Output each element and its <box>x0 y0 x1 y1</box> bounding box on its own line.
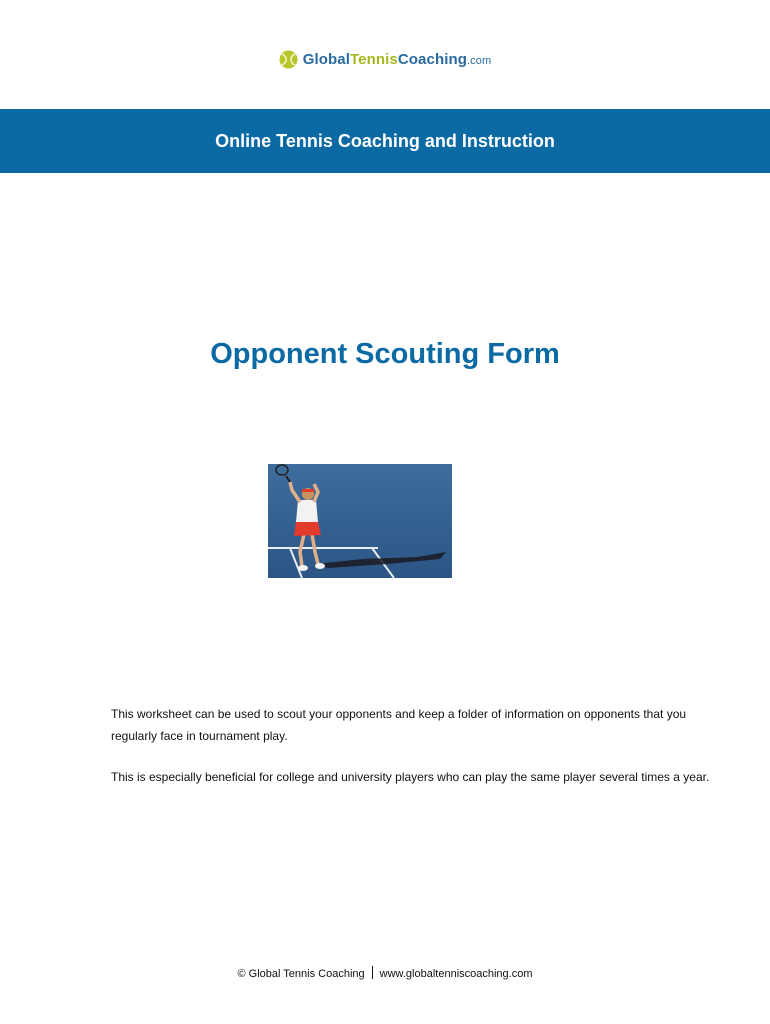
tennis-ball-icon <box>279 50 298 69</box>
intro-text <box>111 703 721 807</box>
page-footer <box>0 966 770 980</box>
footer-separator <box>372 966 373 979</box>
intro-paragraph: This worksheet can be used to scout your opponents and keep a folder of information on opponents that you regularly face in tournament play. <box>111 707 687 743</box>
tennis-player-photo <box>268 464 452 578</box>
logo-inner <box>279 50 492 69</box>
banner-title: Online Tennis Coaching and Instruction <box>215 130 555 151</box>
logo-tld: .com <box>467 55 492 67</box>
header-banner <box>0 109 770 173</box>
logo-tennis: Tennis <box>350 51 398 68</box>
footer-url-link[interactable]: www.globaltenniscoaching.com <box>379 968 533 980</box>
logo-coaching: Coaching <box>397 51 467 68</box>
intro-paragraph: This is especially beneficial for college and university players who can play the same player several times a year. <box>111 770 710 784</box>
logo-wordmark <box>303 51 492 68</box>
logo-global: Global <box>302 51 351 68</box>
page-title: Opponent Scouting Form <box>210 338 560 370</box>
footer-copyright: © Global Tennis Coaching <box>237 968 365 980</box>
site-logo[interactable] <box>0 50 770 69</box>
